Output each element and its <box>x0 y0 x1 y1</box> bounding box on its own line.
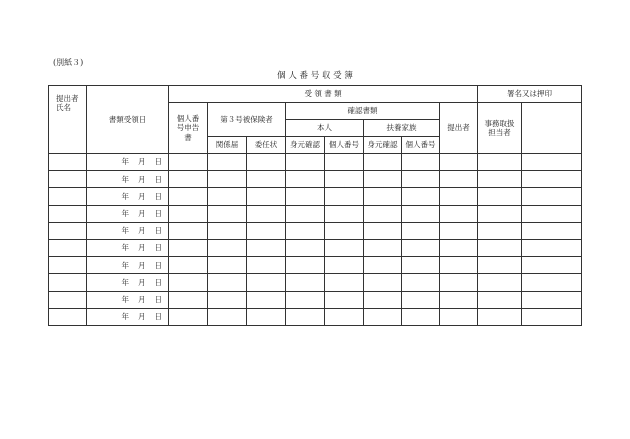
submitter-name-cell[interactable] <box>49 239 87 256</box>
date-year-label: 年 <box>121 208 129 218</box>
entry-cell[interactable] <box>325 154 364 171</box>
table-row <box>49 239 582 256</box>
date-month-label: 月 <box>138 277 146 287</box>
date-day-label: 日 <box>154 294 162 304</box>
date-year-label: 年 <box>121 157 129 167</box>
entry-cell[interactable] <box>208 171 247 188</box>
entry-cell[interactable] <box>286 308 325 325</box>
entry-cell[interactable] <box>402 188 440 205</box>
receipt-date-cell[interactable] <box>87 274 169 291</box>
submitter-name-cell[interactable] <box>49 154 87 171</box>
header-submitter-name: 提出者 氏名 <box>49 86 87 154</box>
entry-cell[interactable] <box>402 171 440 188</box>
date-day-label: 日 <box>154 191 162 201</box>
entry-cell[interactable] <box>169 239 208 256</box>
header-received-documents: 受 領 書 類 <box>169 86 478 103</box>
entry-cell[interactable] <box>402 308 440 325</box>
header-my-number-dependent: 個人番号 <box>402 137 440 154</box>
entry-cell[interactable] <box>247 239 286 256</box>
entry-cell[interactable] <box>325 188 364 205</box>
header-insured-no3: 第３号被保険者 <box>208 103 286 137</box>
entry-cell[interactable] <box>208 239 247 256</box>
entry-cell[interactable] <box>478 154 522 171</box>
receipt-date-cell[interactable] <box>87 154 169 171</box>
entry-cell[interactable] <box>364 291 402 308</box>
entry-cell[interactable] <box>286 188 325 205</box>
entry-cell[interactable] <box>478 257 522 274</box>
entry-cell[interactable] <box>247 154 286 171</box>
entry-cell[interactable] <box>325 171 364 188</box>
date-month-label: 月 <box>138 260 146 270</box>
table-row <box>49 154 582 171</box>
date-month-label: 月 <box>138 294 146 304</box>
header-receipt-date: 書類受領日 <box>87 86 169 154</box>
receipt-date-cell[interactable] <box>87 171 169 188</box>
entry-cell[interactable] <box>169 308 208 325</box>
annex-label: (別紙３) <box>53 58 84 67</box>
entry-cell[interactable] <box>478 205 522 222</box>
entry-cell[interactable] <box>208 308 247 325</box>
entry-cell[interactable] <box>478 188 522 205</box>
date-day-label: 日 <box>154 174 162 184</box>
submitter-name-cell[interactable] <box>49 205 87 222</box>
date-year-label: 年 <box>121 260 129 270</box>
entry-cell[interactable] <box>325 291 364 308</box>
date-day-label: 日 <box>154 243 162 253</box>
date-month-label: 月 <box>138 226 146 236</box>
ledger-body <box>49 154 582 326</box>
header-identity-check-dependent: 身元確認 <box>364 137 402 154</box>
table-row <box>49 205 582 222</box>
date-year-label: 年 <box>121 243 129 253</box>
entry-cell[interactable] <box>364 222 402 239</box>
entry-cell[interactable] <box>440 171 478 188</box>
entry-cell[interactable] <box>522 154 582 171</box>
entry-cell[interactable] <box>364 154 402 171</box>
entry-cell[interactable] <box>402 291 440 308</box>
submitter-name-cell[interactable] <box>49 291 87 308</box>
date-year-label: 年 <box>121 294 129 304</box>
header-relationship-notice: 関係届 <box>208 137 247 154</box>
entry-cell[interactable] <box>247 291 286 308</box>
header-signature-or-seal: 署名又は押印 <box>478 86 582 103</box>
entry-cell[interactable] <box>169 291 208 308</box>
entry-cell[interactable] <box>522 239 582 256</box>
entry-cell[interactable] <box>247 308 286 325</box>
entry-cell[interactable] <box>286 171 325 188</box>
entry-cell[interactable] <box>522 291 582 308</box>
entry-cell[interactable] <box>440 274 478 291</box>
entry-cell[interactable] <box>247 171 286 188</box>
entry-cell[interactable] <box>286 274 325 291</box>
receipt-date-cell[interactable] <box>87 257 169 274</box>
entry-cell[interactable] <box>522 188 582 205</box>
entry-cell[interactable] <box>402 205 440 222</box>
date-year-label: 年 <box>121 174 129 184</box>
entry-cell[interactable] <box>440 257 478 274</box>
entry-cell[interactable] <box>364 205 402 222</box>
entry-cell[interactable] <box>522 257 582 274</box>
entry-cell[interactable] <box>440 239 478 256</box>
entry-cell[interactable] <box>286 222 325 239</box>
date-day-label: 日 <box>154 157 162 167</box>
entry-cell[interactable] <box>208 205 247 222</box>
date-month-label: 月 <box>138 243 146 253</box>
header-verification-documents: 確認書類 <box>286 103 440 120</box>
submitter-name-cell[interactable] <box>49 188 87 205</box>
entry-cell[interactable] <box>364 257 402 274</box>
entry-cell[interactable] <box>247 274 286 291</box>
entry-cell[interactable] <box>402 154 440 171</box>
entry-cell[interactable] <box>364 308 402 325</box>
submitter-name-cell[interactable] <box>49 222 87 239</box>
entry-cell[interactable] <box>364 239 402 256</box>
entry-cell[interactable] <box>286 154 325 171</box>
entry-cell[interactable] <box>247 205 286 222</box>
date-year-label: 年 <box>121 191 129 201</box>
header-dependents: 扶養家族 <box>364 120 440 137</box>
entry-cell[interactable] <box>402 257 440 274</box>
entry-cell[interactable] <box>247 188 286 205</box>
date-day-label: 日 <box>154 312 162 322</box>
entry-cell[interactable] <box>286 257 325 274</box>
receipt-ledger-table <box>48 85 582 326</box>
entry-cell[interactable] <box>325 257 364 274</box>
entry-cell[interactable] <box>169 205 208 222</box>
submitter-name-cell[interactable] <box>49 171 87 188</box>
entry-cell[interactable] <box>247 257 286 274</box>
table-row <box>49 171 582 188</box>
date-day-label: 日 <box>154 226 162 236</box>
entry-cell[interactable] <box>402 222 440 239</box>
table-row <box>49 308 582 325</box>
entry-cell[interactable] <box>169 257 208 274</box>
header-identity-check-self: 身元確認 <box>286 137 325 154</box>
submitter-name-cell[interactable] <box>49 308 87 325</box>
entry-cell[interactable] <box>402 239 440 256</box>
date-month-label: 月 <box>138 157 146 167</box>
date-month-label: 月 <box>138 208 146 218</box>
entry-cell[interactable] <box>169 171 208 188</box>
date-year-label: 年 <box>121 226 129 236</box>
entry-cell[interactable] <box>325 205 364 222</box>
entry-cell[interactable] <box>325 222 364 239</box>
date-month-label: 月 <box>138 312 146 322</box>
entry-cell[interactable] <box>364 171 402 188</box>
entry-cell[interactable] <box>440 308 478 325</box>
entry-cell[interactable] <box>440 188 478 205</box>
entry-cell[interactable] <box>325 274 364 291</box>
submitter-name-cell[interactable] <box>49 257 87 274</box>
table-row <box>49 274 582 291</box>
entry-cell[interactable] <box>208 291 247 308</box>
date-day-label: 日 <box>154 208 162 218</box>
entry-cell[interactable] <box>286 291 325 308</box>
table-row <box>49 291 582 308</box>
entry-cell[interactable] <box>440 154 478 171</box>
entry-cell[interactable] <box>522 205 582 222</box>
header-my-number-self: 個人番号 <box>325 137 364 154</box>
submitter-name-cell[interactable] <box>49 274 87 291</box>
entry-cell[interactable] <box>364 274 402 291</box>
entry-cell[interactable] <box>208 257 247 274</box>
entry-cell[interactable] <box>478 291 522 308</box>
receipt-date-cell[interactable] <box>87 291 169 308</box>
date-year-label: 年 <box>121 277 129 287</box>
entry-cell[interactable] <box>325 239 364 256</box>
entry-cell[interactable] <box>208 222 247 239</box>
entry-cell[interactable] <box>402 274 440 291</box>
entry-cell[interactable] <box>169 222 208 239</box>
entry-cell[interactable] <box>286 205 325 222</box>
date-year-label: 年 <box>121 312 129 322</box>
entry-cell[interactable] <box>325 308 364 325</box>
entry-cell[interactable] <box>440 222 478 239</box>
entry-cell[interactable] <box>208 274 247 291</box>
header-submitter: 提出者 <box>440 103 478 154</box>
ledger-title: 個 人 番 号 収 受 簿 <box>277 71 353 81</box>
entry-cell[interactable] <box>247 222 286 239</box>
receipt-date-cell[interactable] <box>87 308 169 325</box>
table-row <box>49 257 582 274</box>
entry-cell[interactable] <box>478 222 522 239</box>
entry-cell[interactable] <box>169 188 208 205</box>
entry-cell[interactable] <box>478 239 522 256</box>
header-self: 本人 <box>286 120 364 137</box>
entry-cell[interactable] <box>286 239 325 256</box>
date-day-label: 日 <box>154 260 162 270</box>
entry-cell[interactable] <box>522 171 582 188</box>
receipt-date-cell[interactable] <box>87 222 169 239</box>
date-month-label: 月 <box>138 191 146 201</box>
entry-cell[interactable] <box>478 274 522 291</box>
receipt-date-cell[interactable] <box>87 205 169 222</box>
entry-cell[interactable] <box>522 222 582 239</box>
entry-cell[interactable] <box>522 308 582 325</box>
entry-cell[interactable] <box>478 171 522 188</box>
entry-cell[interactable] <box>522 274 582 291</box>
entry-cell[interactable] <box>208 154 247 171</box>
entry-cell[interactable] <box>440 291 478 308</box>
entry-cell[interactable] <box>169 154 208 171</box>
header-office-handler: 事務取扱 担当者 <box>478 103 522 154</box>
header-power-of-attorney: 委任状 <box>247 137 286 154</box>
entry-cell[interactable] <box>169 274 208 291</box>
entry-cell[interactable] <box>364 188 402 205</box>
header-row-1 <box>49 86 582 103</box>
entry-cell[interactable] <box>208 188 247 205</box>
header-my-number-declaration: 個人番 号申告 書 <box>169 103 208 154</box>
date-month-label: 月 <box>138 174 146 184</box>
entry-cell[interactable] <box>478 308 522 325</box>
receipt-date-cell[interactable] <box>87 239 169 256</box>
date-day-label: 日 <box>154 277 162 287</box>
table-row <box>49 222 582 239</box>
table-row <box>49 188 582 205</box>
entry-cell[interactable] <box>440 205 478 222</box>
receipt-date-cell[interactable] <box>87 188 169 205</box>
